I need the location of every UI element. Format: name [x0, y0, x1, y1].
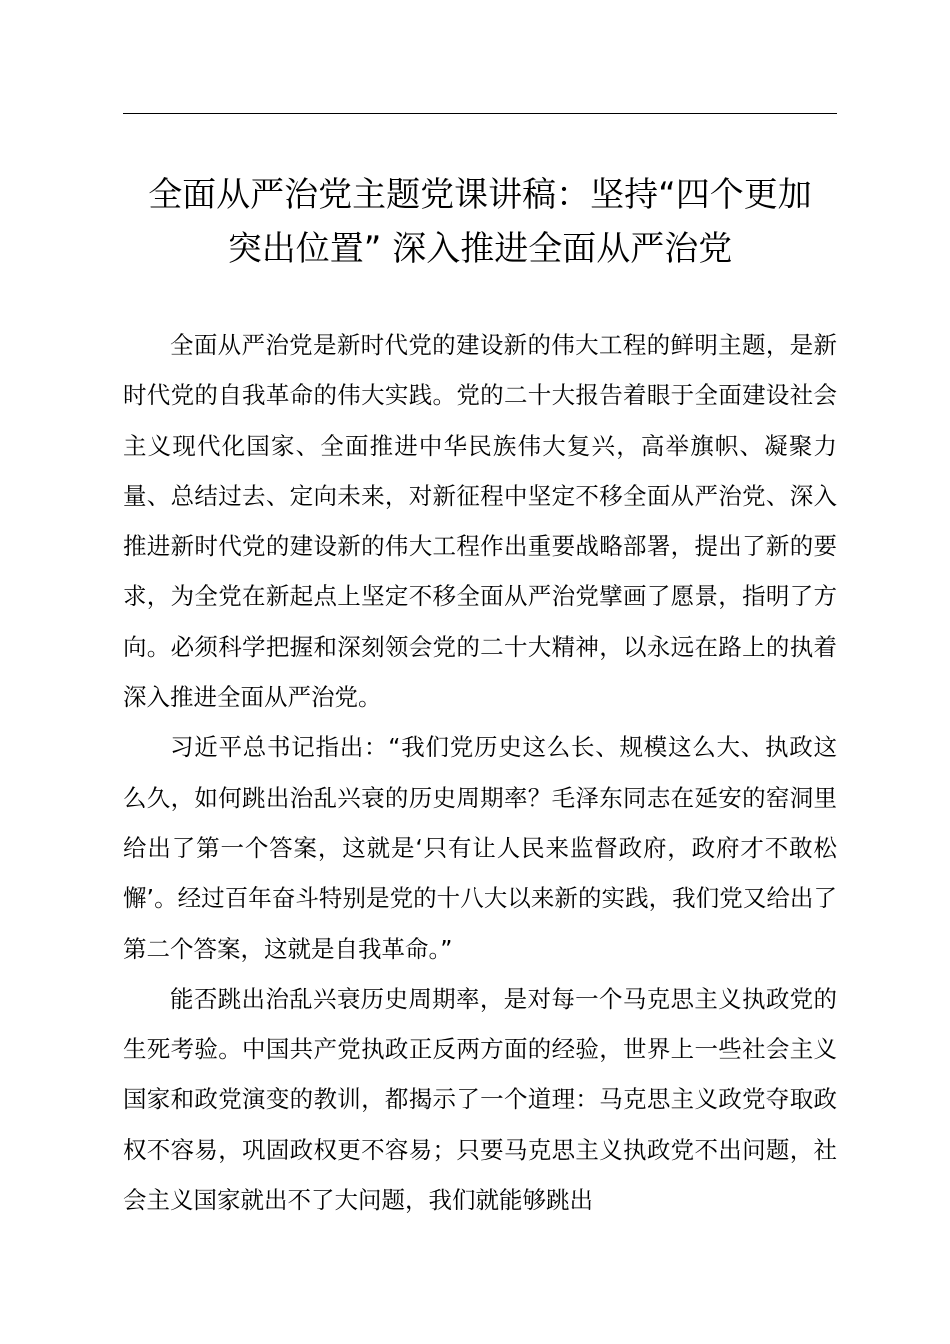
paragraph-2: 习近平总书记指出：“我们党历史这么长、规模这么大、执政这么久，如何跳出治乱兴衰的历史周期率？毛泽东同志在延安的窑洞里给出了第一个答案，这就是‘只有让人民来监督政府，政府才不敢松懈’。经过百年奋斗特别是党的十八大以来新的实践，我们党又给出了第二个答案，这就是自我革命。” — [123, 733, 837, 963]
paragraph-1: 全面从严治党是新时代党的建设新的伟大工程的鲜明主题，是新时代党的自我革命的伟大实践。党的二十大报告着眼于全面建设社会主义现代化国家、全面推进中华民族伟大复兴，高举旗帜、凝聚力量、总结过去、定向未来，对新征程中坚定不移全面从严治党、深入推进新时代党的建设新的伟大工程作出重要战略部署，提出了新的要求，为全党在新起点上坚定不移全面从严治党擘画了愿景，指明了方向。必须科学把握和深刻领会党的二十大精神，以永远在路上的执着深入推进全面从严治党。 — [123, 331, 837, 712]
header-rule — [123, 113, 837, 114]
document-body — [123, 320, 837, 1225]
paragraph-3: 能否跳出治乱兴衰历史周期率，是对每一个马克思主义执政党的生死考验。中国共产党执政正反两方面的经验，世界上一些社会主义国家和政党演变的教训，都揭示了一个道理：马克思主义政党夺取政权不容易，巩固政权更不容易；只要马克思主义执政党不出问题，社会主义国家就出不了大问题，我们就能够跳出 — [123, 984, 837, 1215]
title-line-1: 全面从严治党主题党课讲稿：坚持“四个更加 — [148, 175, 812, 215]
title-line-2: 突出位置” 深入推进全面从严治党 — [227, 229, 733, 269]
document-title — [110, 168, 850, 276]
